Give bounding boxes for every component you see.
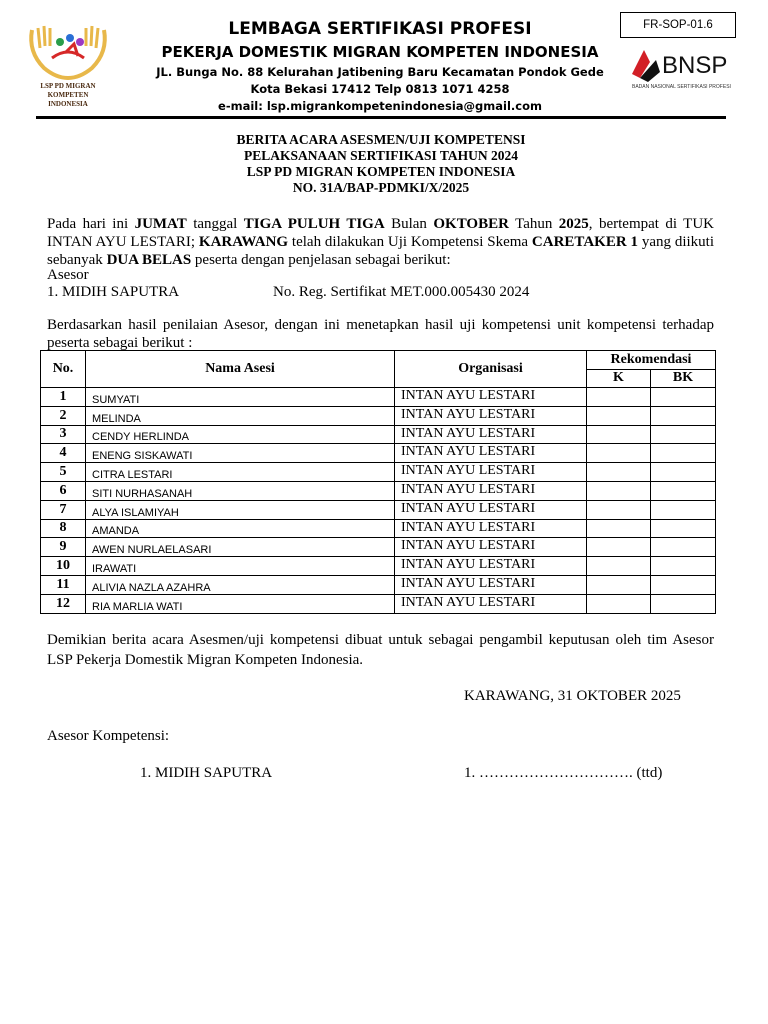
intro-text: tanggal: [186, 216, 244, 232]
row-bk: [651, 557, 716, 576]
row-bk: [651, 444, 716, 463]
header-rekomendasi: Rekomendasi: [587, 351, 716, 370]
row-bk: [651, 463, 716, 482]
table-row: [41, 444, 716, 463]
row-no: 4: [41, 444, 86, 463]
header-k: K: [587, 369, 651, 388]
table-row: [41, 500, 716, 519]
form-code-box: FR-SOP-01.6: [620, 12, 736, 38]
asesor-entry: 1. MIDIH SAPUTRA: [47, 284, 180, 300]
table-row: [41, 519, 716, 538]
row-bk: [651, 406, 716, 425]
org-name-line2: PEKERJA DOMESTIK MIGRAN KOMPETEN INDONESIA: [161, 43, 599, 61]
bnsp-brand-text: BNSP: [662, 52, 728, 79]
header-bk: BK: [651, 369, 716, 388]
header-name: Nama Asesi: [86, 351, 395, 388]
title-line3: LSP PD MIGRAN KOMPETEN INDONESIA: [246, 164, 516, 179]
row-no: 3: [41, 425, 86, 444]
row-name: IRAWATI: [86, 557, 395, 576]
intro-text: telah dilakukan Uji Kompetensi Skema: [288, 234, 532, 250]
row-name: SUMYATI: [86, 388, 395, 407]
row-org: INTAN AYU LESTARI: [395, 425, 587, 444]
row-k: [587, 425, 651, 444]
row-name: SITI NURHASANAH: [86, 481, 395, 500]
row-org: INTAN AYU LESTARI: [395, 500, 587, 519]
row-no: 1: [41, 388, 86, 407]
title-line1: BERITA ACARA ASESMEN/UJI KOMPETENSI: [236, 132, 526, 147]
intro-paragraph: [47, 215, 714, 269]
row-name: AMANDA: [86, 519, 395, 538]
row-org: INTAN AYU LESTARI: [395, 444, 587, 463]
row-no: 10: [41, 557, 86, 576]
row-name: ALYA ISLAMIYAH: [86, 500, 395, 519]
row-no: 6: [41, 481, 86, 500]
row-bk: [651, 519, 716, 538]
row-org: INTAN AYU LESTARI: [395, 519, 587, 538]
asesi-table: [40, 350, 716, 614]
intro-text: Pada hari ini: [47, 216, 135, 232]
intro-count: DUA BELAS: [106, 252, 192, 268]
row-org: INTAN AYU LESTARI: [395, 406, 587, 425]
intro-text: Bulan: [384, 216, 434, 232]
row-org: INTAN AYU LESTARI: [395, 575, 587, 594]
row-k: [587, 594, 651, 613]
row-bk: [651, 425, 716, 444]
lsp-logo-caption: [20, 82, 116, 109]
intro-text: peserta dengan penjelasan sebagai berikut:: [191, 252, 451, 268]
intro-text: Tahun: [508, 216, 559, 232]
row-no: 5: [41, 463, 86, 482]
bnsp-logo-icon: [630, 44, 746, 90]
row-no: 8: [41, 519, 86, 538]
row-k: [587, 481, 651, 500]
row-k: [587, 406, 651, 425]
org-name-line1: LEMBAGA SERTIFIKASI PROFESI: [228, 19, 532, 39]
row-bk: [651, 388, 716, 407]
row-no: 12: [41, 594, 86, 613]
row-no: 11: [41, 575, 86, 594]
intro-text: , bertempat di TUK INTAN AYU LESTARI;: [47, 216, 714, 250]
intro-text: yang diikuti sebanyak: [47, 234, 715, 268]
header-divider: [36, 116, 726, 119]
row-org: INTAN AYU LESTARI: [395, 557, 587, 576]
title-line2: PELAKSANAAN SERTIFIKASI TAHUN 2024: [244, 148, 518, 163]
row-no: 9: [41, 538, 86, 557]
closing-paragraph: Demikian berita acara Asesmen/uji kompetensi dibuat untuk sebagai pengambil keputusan oleh tim Asesor LSP Pekerja Domestik Migran Kompeten Indonesia.: [47, 632, 714, 668]
row-bk: [651, 594, 716, 613]
row-org: INTAN AYU LESTARI: [395, 481, 587, 500]
intro-city: KARAWANG: [198, 234, 289, 250]
row-k: [587, 463, 651, 482]
intro-month: OKTOBER: [433, 216, 509, 232]
row-k: [587, 557, 651, 576]
table-row: [41, 463, 716, 482]
table-row: [41, 425, 716, 444]
title-line4: NO. 31A/BAP-PDMKI/X/2025: [292, 180, 470, 195]
table-row: [41, 538, 716, 557]
row-no: 2: [41, 406, 86, 425]
row-k: [587, 519, 651, 538]
logo-caption-line2: INDONESIA: [48, 100, 88, 108]
place-date: KARAWANG, 31 OKTOBER 2025: [464, 688, 681, 704]
row-k: [587, 388, 651, 407]
email-line: e-mail: lsp.migrankompetenindonesia@gmail.com: [218, 99, 542, 113]
document-title: [36, 132, 726, 196]
row-org: INTAN AYU LESTARI: [395, 463, 587, 482]
letterhead: [120, 18, 640, 115]
row-org: INTAN AYU LESTARI: [395, 388, 587, 407]
table-row: [41, 406, 716, 425]
row-no: 7: [41, 500, 86, 519]
table-row: [41, 594, 716, 613]
asesor-registration: No. Reg. Sertifikat MET.000.005430 2024: [273, 284, 530, 300]
intro-day: JUMAT: [134, 216, 187, 232]
table-row: [41, 388, 716, 407]
bnsp-logo: [630, 44, 746, 90]
table-row: [41, 557, 716, 576]
address-line2: Kota Bekasi 17412 Telp 0813 1071 4258: [250, 82, 510, 96]
row-name: AWEN NURLAELASARI: [86, 538, 395, 557]
signature-line: 1. …………………………. (ttd): [464, 765, 663, 781]
row-k: [587, 538, 651, 557]
row-bk: [651, 500, 716, 519]
result-paragraph: Berdasarkan hasil penilaian Asesor, dengan ini menetapkan hasil uji kompetensi unit kompetensi terhadap peserta sebagai berikut :: [47, 317, 714, 351]
logo-caption-line1: LSP PD MIGRAN KOMPETEN: [40, 82, 96, 99]
signature-label: Asesor Kompetensi:: [47, 728, 170, 744]
row-k: [587, 500, 651, 519]
bnsp-caption-text: BADAN NASIONAL SERTIFIKASI PROFESI: [632, 84, 731, 90]
asesor-label: Asesor: [47, 267, 89, 283]
address-line1: JL. Bunga No. 88 Kelurahan Jatibening Baru Kecamatan Pondok Gede: [156, 65, 604, 79]
signature-name: 1. MIDIH SAPUTRA: [140, 765, 273, 781]
table-row: [41, 575, 716, 594]
header-org: Organisasi: [395, 351, 587, 388]
row-bk: [651, 481, 716, 500]
row-name: RIA MARLIA WATI: [86, 594, 395, 613]
row-k: [587, 575, 651, 594]
row-k: [587, 444, 651, 463]
row-name: MELINDA: [86, 406, 395, 425]
intro-year: 2025: [558, 216, 589, 232]
table-row: [41, 481, 716, 500]
row-org: INTAN AYU LESTARI: [395, 538, 587, 557]
row-bk: [651, 538, 716, 557]
hands-logo-icon: [22, 22, 114, 82]
row-name: CITRA LESTARI: [86, 463, 395, 482]
intro-date-words: TIGA PULUH TIGA: [243, 216, 385, 232]
header-no: No.: [41, 351, 86, 388]
row-bk: [651, 575, 716, 594]
intro-scheme: CARETAKER 1: [531, 234, 638, 250]
row-name: CENDY HERLINDA: [86, 425, 395, 444]
row-org: INTAN AYU LESTARI: [395, 594, 587, 613]
row-name: ENENG SISKAWATI: [86, 444, 395, 463]
row-name: ALIVIA NAZLA AZAHRA: [86, 575, 395, 594]
